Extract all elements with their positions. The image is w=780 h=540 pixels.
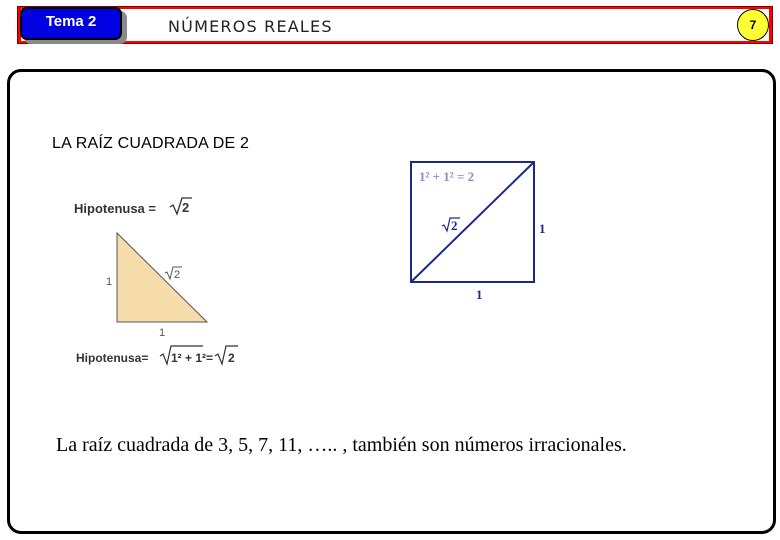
page-title: NÚMEROS REALES <box>168 17 333 36</box>
triangle-bottom-formula-radicand: 1² + 1² <box>171 351 207 365</box>
right-triangle <box>117 233 207 322</box>
triangle-top-formula-label: Hipotenusa = <box>74 201 156 216</box>
triangle-side-label: 1 <box>106 276 113 288</box>
triangle-hypotenuse-label: 2 <box>174 269 181 281</box>
irrational-roots-statement: La raíz cuadrada de 3, 5, 7, 11, ….. , también son números irracionales. <box>56 434 627 456</box>
square-bottom-label: 1 <box>476 287 483 302</box>
square-diagonal-label: 2 <box>451 218 458 233</box>
header-bar <box>17 6 773 44</box>
square-right-label: 1 <box>539 221 546 236</box>
page-number-badge: 7 <box>737 9 769 41</box>
triangle-top-formula-value: 2 <box>182 200 190 215</box>
square-equation: 1² + 1² = 2 <box>419 169 475 184</box>
tema-badge[interactable]: Tema 2 <box>20 7 122 40</box>
header-inner <box>21 9 769 41</box>
triangle-bottom-formula-result: 2 <box>228 351 235 365</box>
triangle-bottom-label: 1 <box>159 327 166 339</box>
square-figure <box>405 158 555 308</box>
triangle-bottom-formula-label: Hipotenusa= <box>76 351 149 365</box>
section-title: LA RAÍZ CUADRADA DE 2 <box>52 135 250 152</box>
triangle-bottom-formula-equals: = <box>206 351 214 365</box>
triangle-figure <box>70 190 260 370</box>
